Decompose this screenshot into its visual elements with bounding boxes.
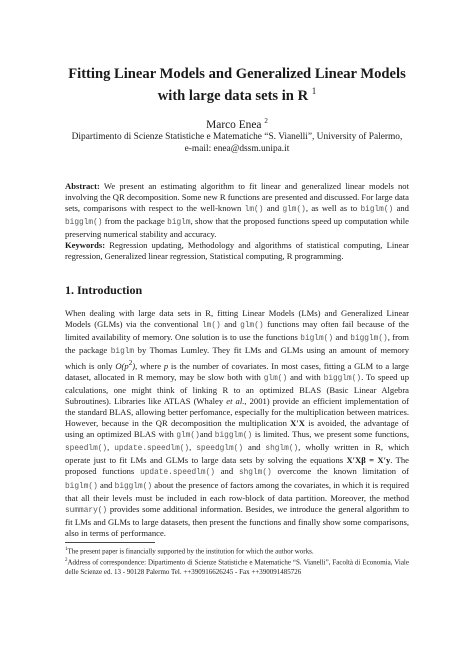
code-biglm-package: biglm	[110, 348, 135, 357]
title-line-1: Fitting Linear Models and Generalized Linear Models	[68, 66, 406, 82]
section-heading	[65, 283, 142, 298]
abstract-text: , as well as to	[305, 203, 361, 214]
keywords-label: Keywords:	[65, 240, 106, 250]
author-name: Marco Enea	[206, 118, 262, 131]
footnote-2	[65, 556, 409, 576]
title-footnote-mark: 1	[311, 86, 317, 96]
math-p: p	[163, 361, 169, 372]
footnote-1-text: The present paper is financially supported by the institution for which the author works.	[67, 547, 314, 556]
footnote-divider	[65, 542, 155, 543]
footnote-2-mark: 2	[65, 558, 68, 564]
intro-text: When dealing with large data sets in R, fitting Linear Models (LMs) and Generalized Linear Models (GLMs) via the conventional	[65, 308, 409, 330]
intro-text: ,	[107, 442, 115, 453]
abstract-text: We present an estimating algorithm to fit linear and generalized linear models not involving the QR decomposition. Some new R functions are presented and discussed. For large data sets, comparisons with respect to the well-known	[65, 181, 410, 214]
intro-text: about the presence of factors among the covariates, in which it is required that all their levels must be included in each row-block of data partition. Moreover, the method	[65, 479, 409, 503]
code-glm: glm()	[240, 322, 264, 331]
title-line-2-text: with large data sets in R	[157, 87, 309, 104]
intro-paragraph	[65, 308, 409, 539]
intro-text: and	[220, 319, 241, 330]
intro-text: , 2001) provide an efficient implementation of the standard BLAS, allowing better perfomance, especially for the multiplication between matrices. However, because in the QR decomposition the multiplication	[65, 396, 410, 429]
code-speedlm: speedlm()	[65, 445, 108, 454]
affiliation-line-1: Dipartimento di Scienze Statistiche e Matematiche “S. Vianelli”, University of Palermo,	[71, 132, 403, 142]
code-bigglm: bigglm()	[214, 432, 253, 441]
section-number: 1.	[65, 283, 74, 297]
abstract-text: , show that the proposed functions speed up computation while preserving numerical stability and accuracy.	[65, 216, 409, 240]
code-bigglm: bigglm()	[350, 335, 388, 344]
keywords-text: Regression updating, Methodology and algorithms of statistical computing, Linear regression, Generalized linear regression, Statistical computing, R programming.	[65, 240, 409, 262]
footnotes	[65, 545, 409, 577]
section-title: Introduction	[77, 283, 143, 297]
math-normal-equations: X′Xβ = X′y	[346, 455, 391, 466]
code-bigglm: bigglm()	[65, 219, 103, 228]
intro-text: is avoided, the advantage of using an optimized BLAS with	[65, 418, 409, 440]
math-paren: )	[132, 361, 136, 372]
keywords	[65, 240, 409, 262]
intro-text: . The proposed functions	[65, 455, 409, 477]
intro-text: and	[97, 479, 115, 490]
intro-text: ,	[189, 442, 197, 453]
footnote-1	[65, 545, 409, 556]
code-summary: summary()	[65, 506, 108, 515]
abstract	[65, 181, 409, 240]
author-affiliation	[40, 132, 434, 155]
paper-title	[40, 66, 434, 105]
intro-text: , from the package	[65, 332, 409, 356]
math-exponent: 2	[128, 359, 133, 368]
code-speedglm: speedglm()	[196, 445, 244, 454]
code-biglm: biglm()	[65, 482, 98, 491]
code-biglm-package: biglm	[167, 219, 191, 228]
intro-text: provides some additional information. Besides, we introduce the general algorithm to fit LMs and GLMs to large datasets, then present the functions and finally show some comparisons, also in terms of performance.	[65, 503, 409, 538]
code-bigglm: bigglm()	[114, 482, 153, 491]
code-bigglm: bigglm()	[323, 375, 362, 384]
intro-text: and	[199, 429, 215, 440]
code-lm: lm()	[244, 206, 264, 215]
intro-text: , where	[135, 361, 164, 372]
code-glm: glm()	[282, 206, 306, 215]
intro-text: and	[333, 332, 351, 343]
intro-text: is the number of covariates. In most cases, fitting a GLM to a large dataset, allocated in R memory, may be slow both with	[65, 361, 409, 383]
code-lm: lm()	[201, 322, 221, 331]
intro-text: functions may often fail because of the limited availability of memory. One solution is to use the functions	[65, 319, 409, 343]
code-update-speedlm: update.speedlm()	[140, 469, 215, 478]
abstract-text: from the package	[102, 216, 168, 227]
affiliation-email: e-mail: enea@dssm.unipa.it	[184, 143, 290, 154]
math-big-o: O(p	[115, 361, 129, 372]
intro-text: by Thomas Lumley. They fit LMs and GLMs using an amount of memory which is only	[65, 345, 410, 372]
code-shglm: shglm()	[238, 469, 272, 478]
intro-text: . To speed up calculations, one might think of linking R to an optimized BLAS (Basic Linear Algebra Subroutines). Libraries like ATLAS (Whaley	[65, 372, 409, 407]
intro-text: is limited. Thus, we present some functions,	[252, 429, 409, 440]
code-glm: glm()	[176, 432, 200, 441]
code-biglm: biglm()	[300, 335, 334, 344]
intro-text: , wholly written in R, which operate just to fit LMs and GLMs to large data sets by solving the equations	[65, 442, 409, 466]
intro-text: and with	[287, 372, 324, 383]
intro-text: overcome the known limitation of	[271, 466, 409, 477]
abstract-text: and	[263, 203, 283, 214]
code-glm: glm()	[263, 375, 288, 384]
footnote-1-mark: 1	[65, 547, 68, 552]
code-biglm: biglm()	[360, 206, 394, 215]
code-shglm: shglm()	[265, 445, 299, 454]
code-update-speedlm: update.speedlm()	[114, 445, 190, 454]
author-line	[40, 117, 434, 131]
math-xtx: X′X	[290, 418, 306, 429]
author-footnote-mark: 2	[264, 117, 268, 125]
intro-text: and	[214, 466, 239, 477]
intro-text: and	[243, 442, 266, 453]
footnote-2-text: Address of correspondence: Dipartimento di Scienze Statistiche e Matematiche “S. Vianelli”, Facoltà di Economia, Viale delle Scienze ed. 13 - 90128 Palermo Tel. ++390916626245 - Fax ++390091485726	[65, 558, 409, 576]
title-line-2	[40, 83, 434, 105]
abstract-text: and	[393, 203, 409, 214]
citation-et-al: et al.	[226, 396, 245, 407]
abstract-label: Abstract:	[65, 181, 100, 191]
